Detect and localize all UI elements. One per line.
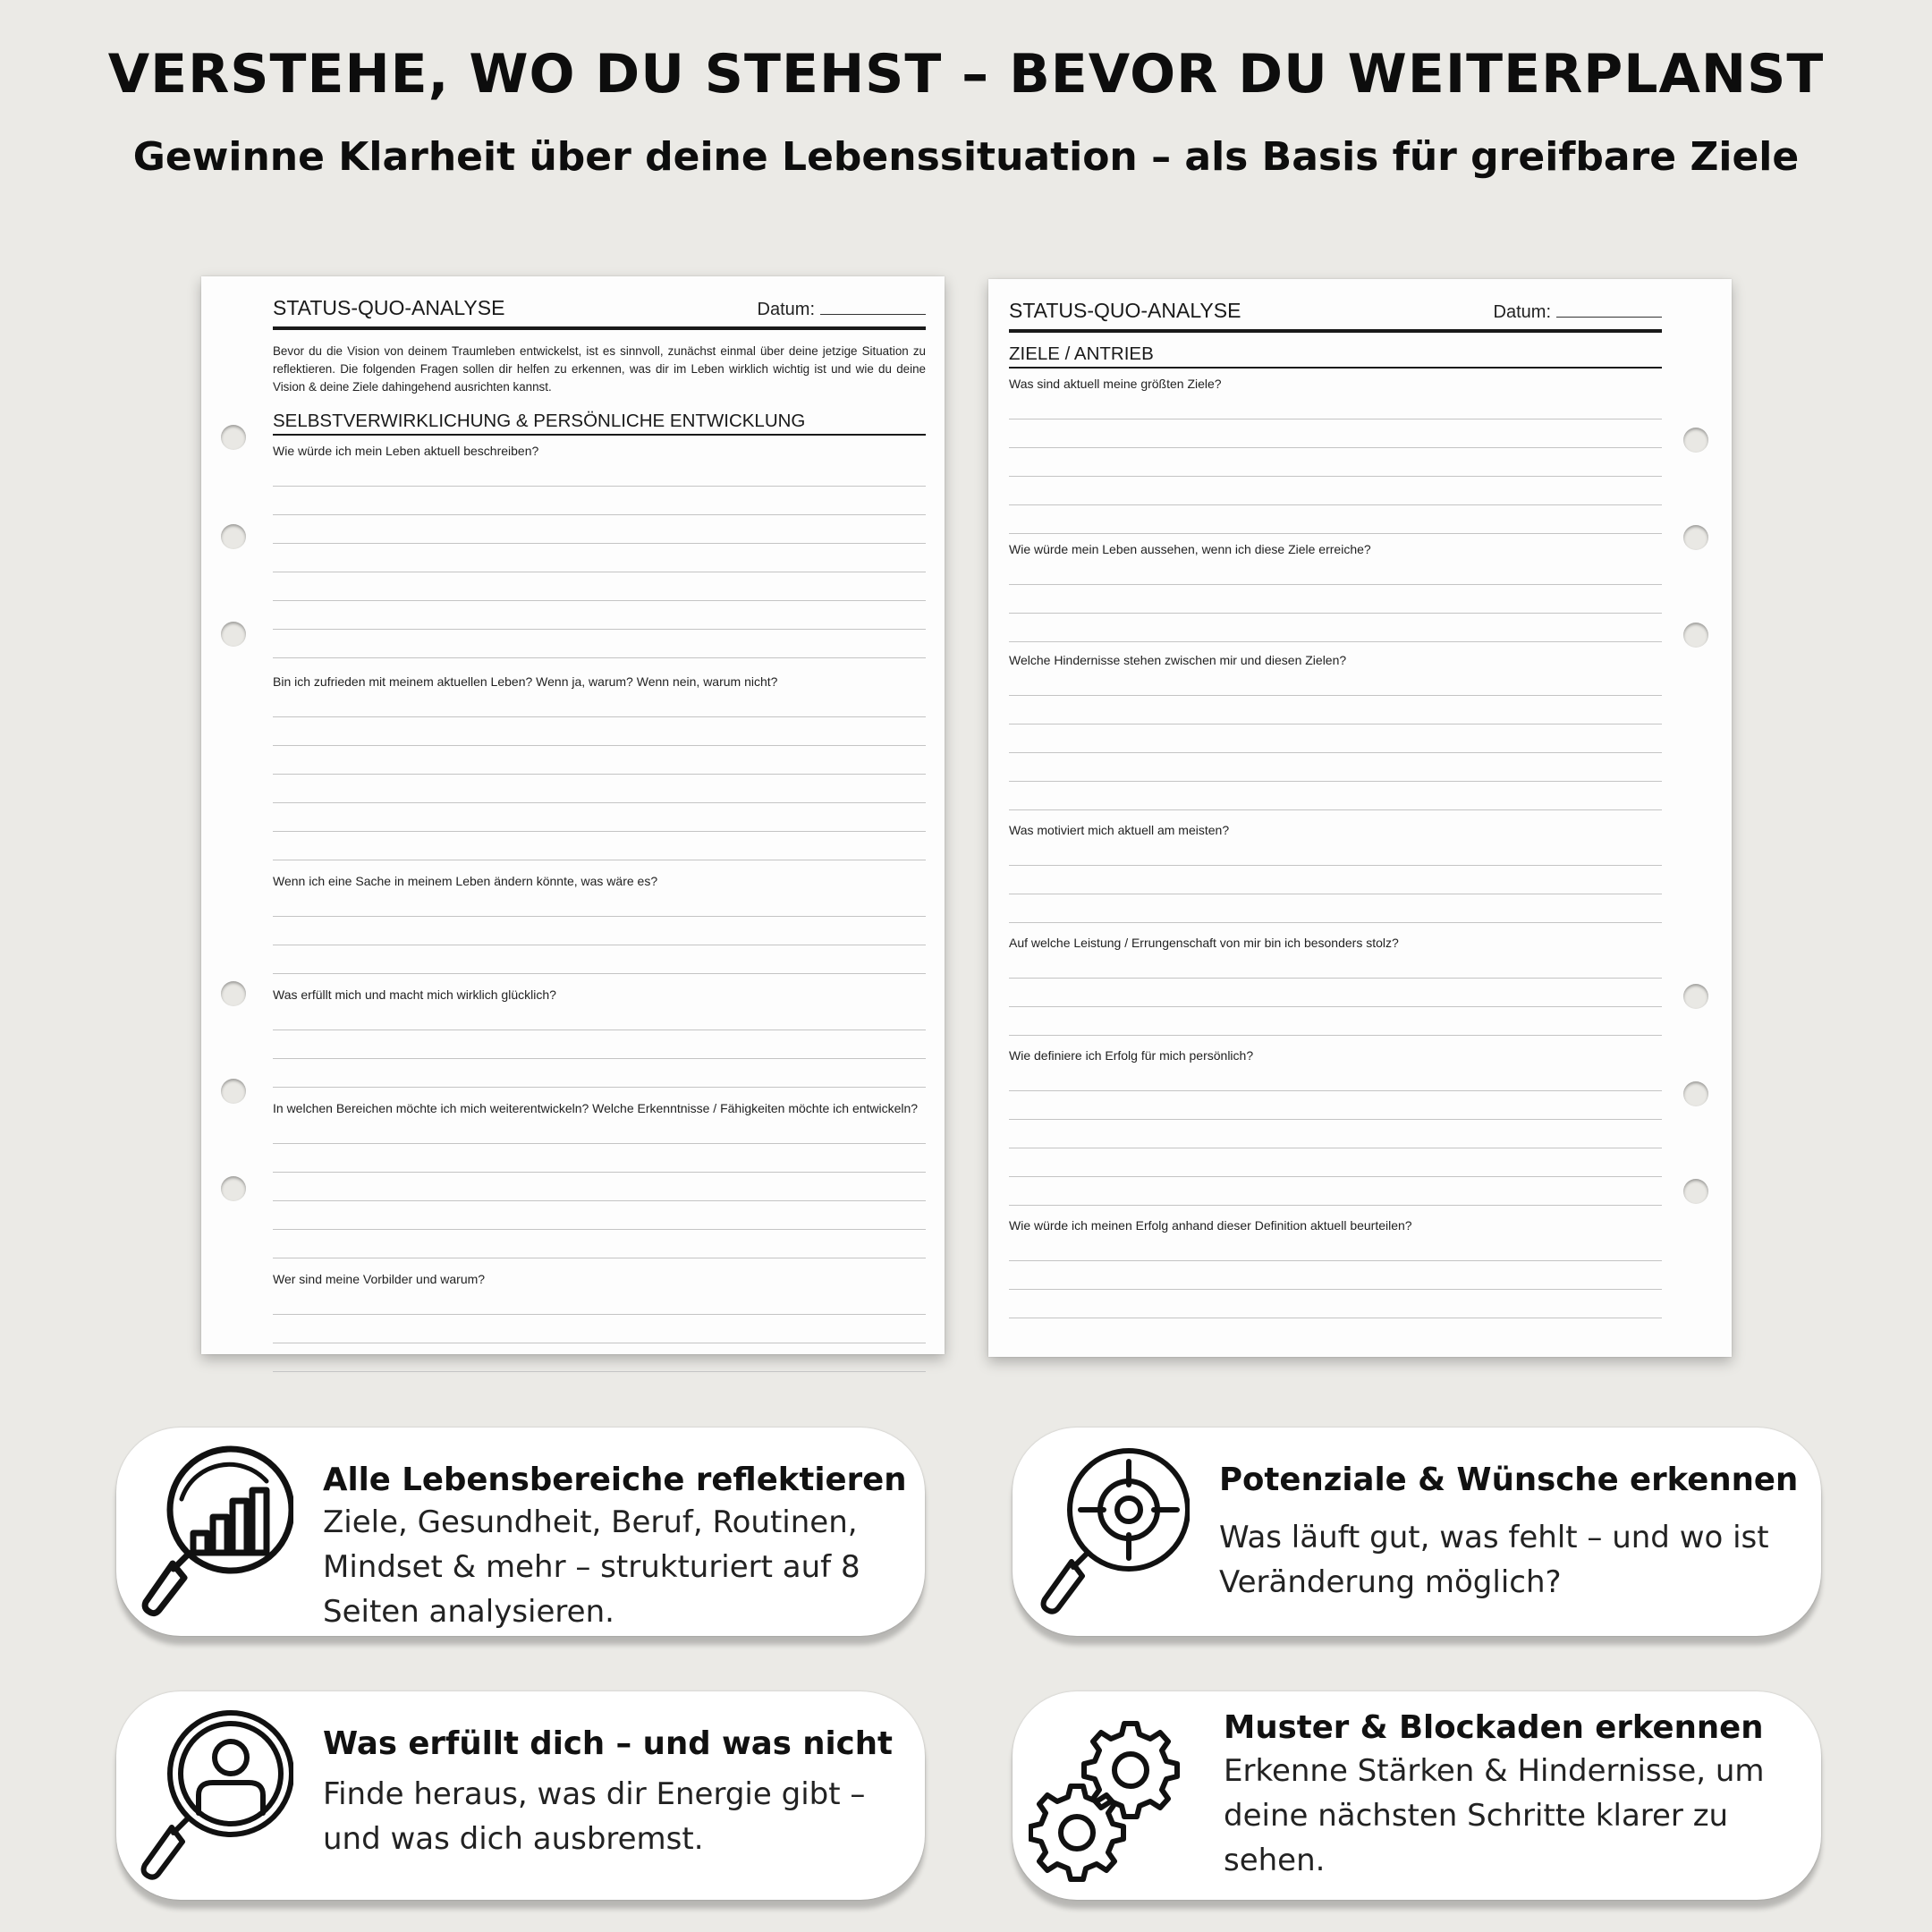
sub-headline: Gewinne Klarheit über deine Lebenssituation – als Basis für greifbare Ziele: [132, 134, 1800, 180]
feature-title: Muster & Blockaden erkennen: [1224, 1709, 1764, 1746]
answer-lines[interactable]: [1009, 1063, 1662, 1206]
answer-lines[interactable]: [1009, 391, 1662, 534]
date-field[interactable]: [758, 300, 926, 320]
question: Wie definiere ich Erfolg für mich persönlich?: [1009, 1048, 1254, 1063]
feature-card-potential: [1013, 1428, 1821, 1636]
punch-hole: [221, 524, 246, 549]
answer-lines[interactable]: [1009, 556, 1662, 642]
punch-hole: [1683, 984, 1708, 1009]
punch-hole: [1683, 428, 1708, 453]
date-label: Datum:: [1493, 302, 1551, 322]
section-title: ZIELE / ANTRIEB: [1009, 343, 1662, 369]
question: Auf welche Leistung / Errungenschaft von mir bin ich besonders stolz?: [1009, 936, 1399, 950]
punch-hole: [221, 1176, 246, 1201]
question: Was motiviert mich aktuell am meisten?: [1009, 823, 1230, 837]
answer-lines[interactable]: [1009, 1233, 1662, 1318]
magnifier-chart-icon: [132, 1445, 293, 1624]
question: Wie würde ich mein Leben aktuell beschreiben?: [273, 444, 539, 458]
page-title: STATUS-QUO-ANALYSE: [273, 296, 505, 319]
answer-lines[interactable]: [273, 458, 926, 658]
punch-hole: [221, 1079, 246, 1104]
question: Bin ich zufrieden mit meinem aktuellen Leben? Wenn ja, warum? Wenn nein, warum nicht?: [273, 674, 778, 689]
feature-card-patterns: [1013, 1691, 1821, 1900]
answer-lines[interactable]: [273, 1115, 926, 1258]
punch-hole: [1683, 623, 1708, 648]
gears-icon: [1029, 1715, 1190, 1885]
page-header: [1009, 279, 1662, 333]
feature-description: Erkenne Stärken & Hindernisse, um deine nächsten Schritte klarer zu sehen.: [1224, 1753, 1765, 1878]
answer-lines[interactable]: [273, 888, 926, 974]
feature-title: Alle Lebensbereiche reflektieren: [323, 1462, 907, 1498]
answer-lines[interactable]: [1009, 837, 1662, 923]
page-title: STATUS-QUO-ANALYSE: [1009, 299, 1241, 322]
date-label: Datum:: [757, 300, 815, 319]
feature-title: Was erfüllt dich – und was nicht: [323, 1725, 893, 1762]
question: Wie würde ich meinen Erfolg anhand dieser Definition aktuell beurteilen?: [1009, 1218, 1412, 1233]
feature-description: Ziele, Gesundheit, Beruf, Routinen, Mindset & mehr – strukturiert auf 8 Seiten analysieren.: [323, 1504, 860, 1630]
punch-hole: [221, 622, 246, 647]
page-header: [273, 276, 926, 330]
punch-hole: [221, 981, 246, 1006]
feature-title: Potenziale & Wünsche erkennen: [1219, 1462, 1799, 1498]
feature-card-fulfillment: [116, 1691, 925, 1900]
answer-lines[interactable]: [273, 1286, 926, 1372]
worksheet-page-right: [988, 279, 1732, 1357]
answer-lines[interactable]: [273, 689, 926, 860]
question: Welche Hindernisse stehen zwischen mir und diesen Zielen?: [1009, 653, 1347, 667]
punch-hole: [221, 425, 246, 450]
magnifier-target-icon: [1029, 1445, 1190, 1624]
question: Was sind aktuell meine größten Ziele?: [1009, 377, 1222, 391]
answer-lines[interactable]: [1009, 667, 1662, 810]
question: Was erfüllt mich und macht mich wirklich glücklich?: [273, 987, 556, 1002]
feature-description: Finde heraus, was dir Energie gibt – und was dich ausbremst.: [323, 1776, 866, 1857]
question: In welchen Bereichen möchte ich mich weiterentwickeln? Welche Erkenntnisse / Fähigkeiten möchte ich entwickeln?: [273, 1101, 919, 1115]
worksheet-page-left: [201, 276, 945, 1354]
question: Wer sind meine Vorbilder und warum?: [273, 1272, 486, 1286]
feature-card-reflect: [116, 1428, 925, 1636]
date-field[interactable]: [1494, 302, 1662, 323]
main-headline: VERSTEHE, WO DU STEHST – BEVOR DU WEITERPLANST: [107, 43, 1825, 106]
answer-lines[interactable]: [1009, 950, 1662, 1036]
answer-lines[interactable]: [273, 1002, 926, 1088]
question: Wenn ich eine Sache in meinem Leben ändern könnte, was wäre es?: [273, 874, 658, 888]
punch-hole: [1683, 1179, 1708, 1204]
magnifier-person-icon: [132, 1707, 293, 1886]
section-title: SELBSTVERWIRKLICHUNG & PERSÖNLICHE ENTWICKLUNG: [273, 411, 926, 436]
question: Wie würde mein Leben aussehen, wenn ich diese Ziele erreiche?: [1009, 542, 1371, 556]
punch-hole: [1683, 1081, 1708, 1106]
feature-description: Was läuft gut, was fehlt – und wo ist Veränderung möglich?: [1219, 1520, 1769, 1600]
intro-text: Bevor du die Vision von deinem Traumleben entwickelst, ist es sinnvoll, zunächst einmal über deine jetzige Situation zu reflektieren. Die folgenden Fragen sollen dir helfen zu erkennen, was dir im Leben wirklich wichtig ist und wie du deine Vision & deine Ziele dahingehend ausrichten kannst.: [273, 344, 926, 394]
punch-hole: [1683, 525, 1708, 550]
